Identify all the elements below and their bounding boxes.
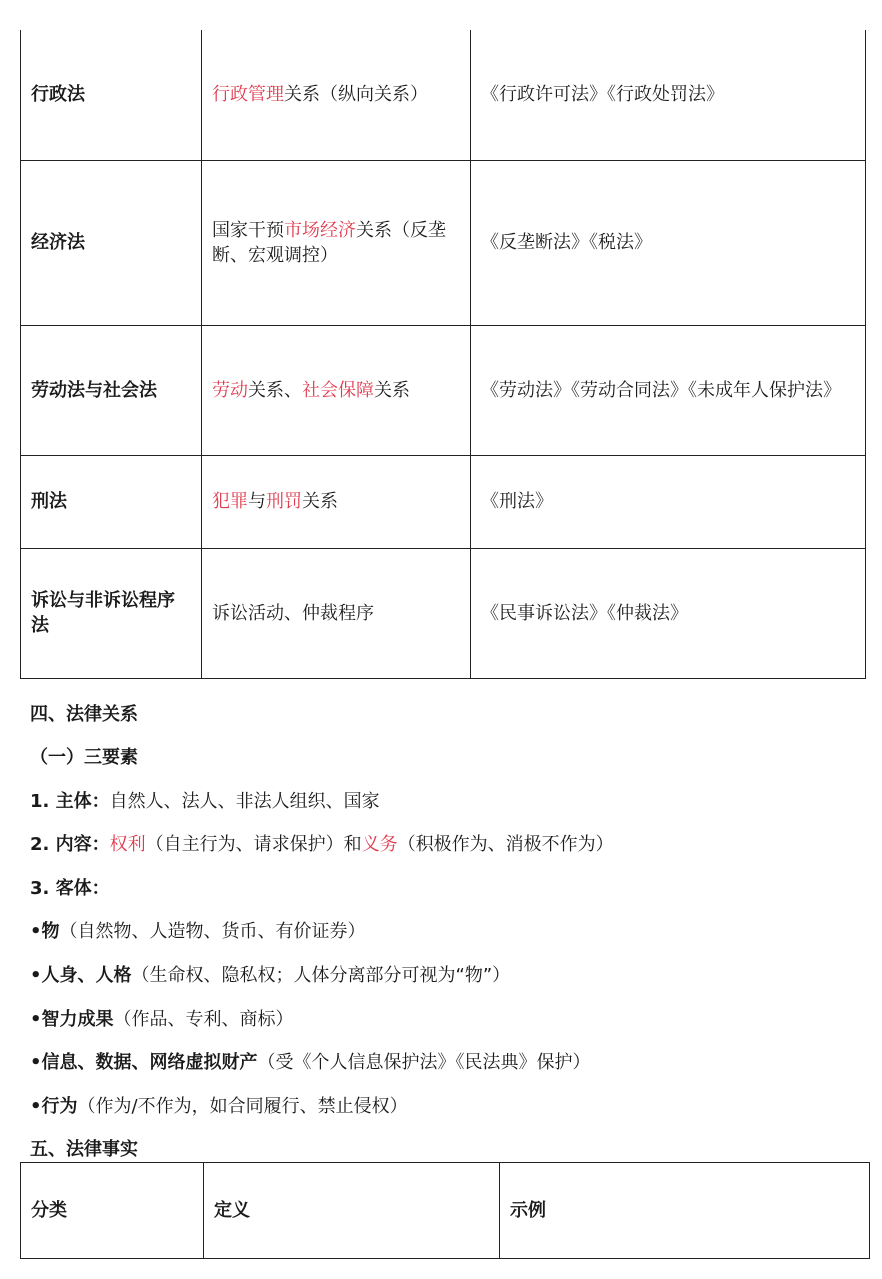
- item-object-label: 3. 客体：: [30, 878, 110, 899]
- law-branch-cell: 经济法: [21, 160, 202, 325]
- highlight-term: 行政管理: [212, 84, 284, 106]
- highlight-term: 市场经济: [284, 219, 356, 241]
- item-subject-text: 自然人、法人、非法人组织、国家: [109, 791, 380, 812]
- adjusted-relation-cell: [202, 325, 471, 455]
- representative-laws-cell: 《民事诉讼法》《仲裁法》: [471, 548, 866, 678]
- object-item: [30, 920, 366, 944]
- table-row: [21, 455, 866, 548]
- highlight-term: 劳动: [212, 379, 248, 401]
- header-example: 示例: [500, 1163, 870, 1259]
- relation-text: 关系（反垄断、宏观调控）: [212, 219, 446, 266]
- item-subject: [30, 790, 380, 814]
- law-branch-cell: 刑法: [21, 455, 202, 548]
- rights-note: （自主行为、请求保护）和: [145, 834, 362, 855]
- item-content: [30, 833, 614, 857]
- law-branch-cell: 行政法: [21, 30, 202, 160]
- section4-heading: 四、法律关系: [30, 704, 138, 725]
- representative-laws-cell: 《刑法》: [471, 455, 866, 548]
- highlight-term: 刑罚: [266, 491, 302, 512]
- relation-text: 关系: [374, 379, 410, 401]
- object-item-title: •物: [30, 921, 60, 942]
- header-definition: 定义: [204, 1163, 500, 1259]
- representative-laws-cell: 《劳动法》《劳动合同法》《未成年人保护法》: [471, 325, 866, 455]
- table-header-row: [21, 1163, 870, 1259]
- table-row: [21, 548, 866, 678]
- law-branch-cell: 诉讼与非诉讼程序法: [21, 548, 202, 678]
- relation-text: 关系、: [248, 379, 302, 401]
- table-row: [21, 160, 866, 325]
- object-item-title: •行为: [30, 1096, 78, 1117]
- object-item-title: •智力成果: [30, 1009, 114, 1030]
- legal-facts-table: [20, 1162, 870, 1259]
- object-item-title: •人身、人格: [30, 965, 132, 986]
- law-branches-table: [20, 30, 866, 679]
- representative-laws-cell: 《行政许可法》《行政处罚法》: [471, 30, 866, 160]
- object-item-title: •信息、数据、网络虚拟财产: [30, 1052, 258, 1073]
- item-content-label: 2. 内容：: [30, 834, 110, 855]
- object-item-note: （作品、专利、商标）: [113, 1009, 294, 1030]
- object-item-note: （自然物、人造物、货币、有价证券）: [59, 921, 366, 942]
- adjusted-relation-cell: [202, 455, 471, 548]
- header-category: 分类: [21, 1163, 204, 1259]
- object-item-note: （作为/不作为，如合同履行、禁止侵权）: [77, 1096, 408, 1117]
- highlight-term: 犯罪: [212, 491, 248, 512]
- adjusted-relation-cell: [202, 548, 471, 678]
- table-row: [21, 325, 866, 455]
- highlight-term: 社会保障: [302, 379, 374, 401]
- table-row: [21, 30, 866, 160]
- relation-text: 国家干预: [212, 219, 284, 241]
- object-item: [30, 964, 510, 988]
- object-item: [30, 1051, 591, 1075]
- section4-subheading: （一）三要素: [30, 747, 138, 768]
- duties-note: （积极作为、消极不作为）: [397, 834, 614, 855]
- object-item-note: （受《个人信息保护法》《民法典》保护）: [257, 1052, 591, 1073]
- relation-text: 关系（纵向关系）: [284, 84, 428, 106]
- duties-term: 义务: [361, 834, 398, 855]
- item-subject-label: 1. 主体：: [30, 791, 110, 812]
- rights-term: 权利: [109, 834, 146, 855]
- object-item: [30, 1008, 294, 1032]
- representative-laws-cell: 《反垄断法》《税法》: [471, 160, 866, 325]
- adjusted-relation-cell: [202, 30, 471, 160]
- object-item: [30, 1095, 408, 1119]
- section5-heading: 五、法律事实: [30, 1139, 138, 1160]
- relation-text: 与: [248, 491, 266, 512]
- relation-text: 关系: [302, 491, 338, 512]
- object-item-note: （生命权、隐私权；人体分离部分可视为“物”）: [131, 965, 511, 986]
- relation-text: 诉讼活动、仲裁程序: [212, 602, 374, 624]
- law-branch-cell: 劳动法与社会法: [21, 325, 202, 455]
- adjusted-relation-cell: [202, 160, 471, 325]
